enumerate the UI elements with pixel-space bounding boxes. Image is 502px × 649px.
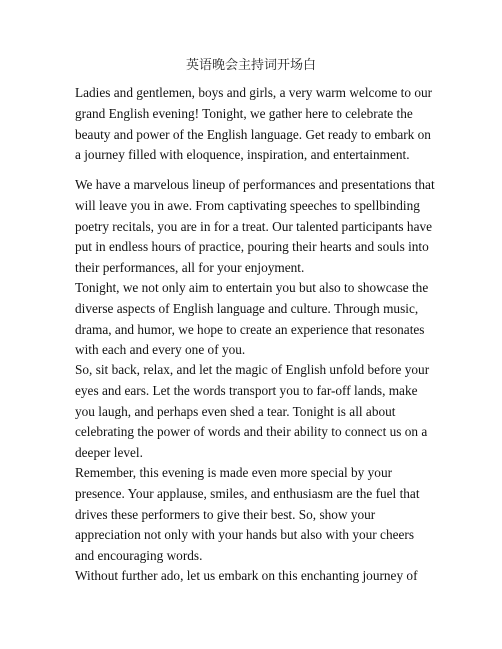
paragraph-closing: Without further ado, let us embark on this enchanting journey of xyxy=(75,568,418,583)
paragraph-presence: Remember, this evening is made even more special by your presence. Your applause, smiles, and enthusiasm are the fuel that drives these performers to give their best. So, show your appreciation not only with your hands but also with your cheers and encouraging words. xyxy=(75,465,420,564)
paragraph-welcome: Ladies and gentlemen, boys and girls, a very warm welcome to our grand English evening! Tonight, we gather here to celebrate the beauty and power of the English language. Get ready to embark on a journey filled with eloquence, inspiration, and entertainment. xyxy=(75,85,433,163)
paragraph-lineup: We have a marvelous lineup of performances and presentations that will leave you in awe. From captivating speeches to spellbinding poetry recitals, you are in for a treat. Our talented participants have put in endless hours of practice, pouring their hearts and souls into their performances, all for your enjoyment. xyxy=(75,177,435,276)
paragraph-showcase: Tonight, we not only aim to entertain you but also to showcase the diverse aspects of English language and culture. Through music, drama, and humor, we hope to create an experience that resonates with each and every one of you. xyxy=(75,280,429,358)
document-title: 英语晚会主持词开场白 xyxy=(185,58,316,73)
paragraph-magic: So, sit back, relax, and let the magic of English unfold before your eyes and ears. Let the words transport you to far-off lands, make you laugh, and perhaps even shed a tear. Tonight is all about celebrating the power of words and their ability to connect us on a deeper level. xyxy=(75,362,430,461)
